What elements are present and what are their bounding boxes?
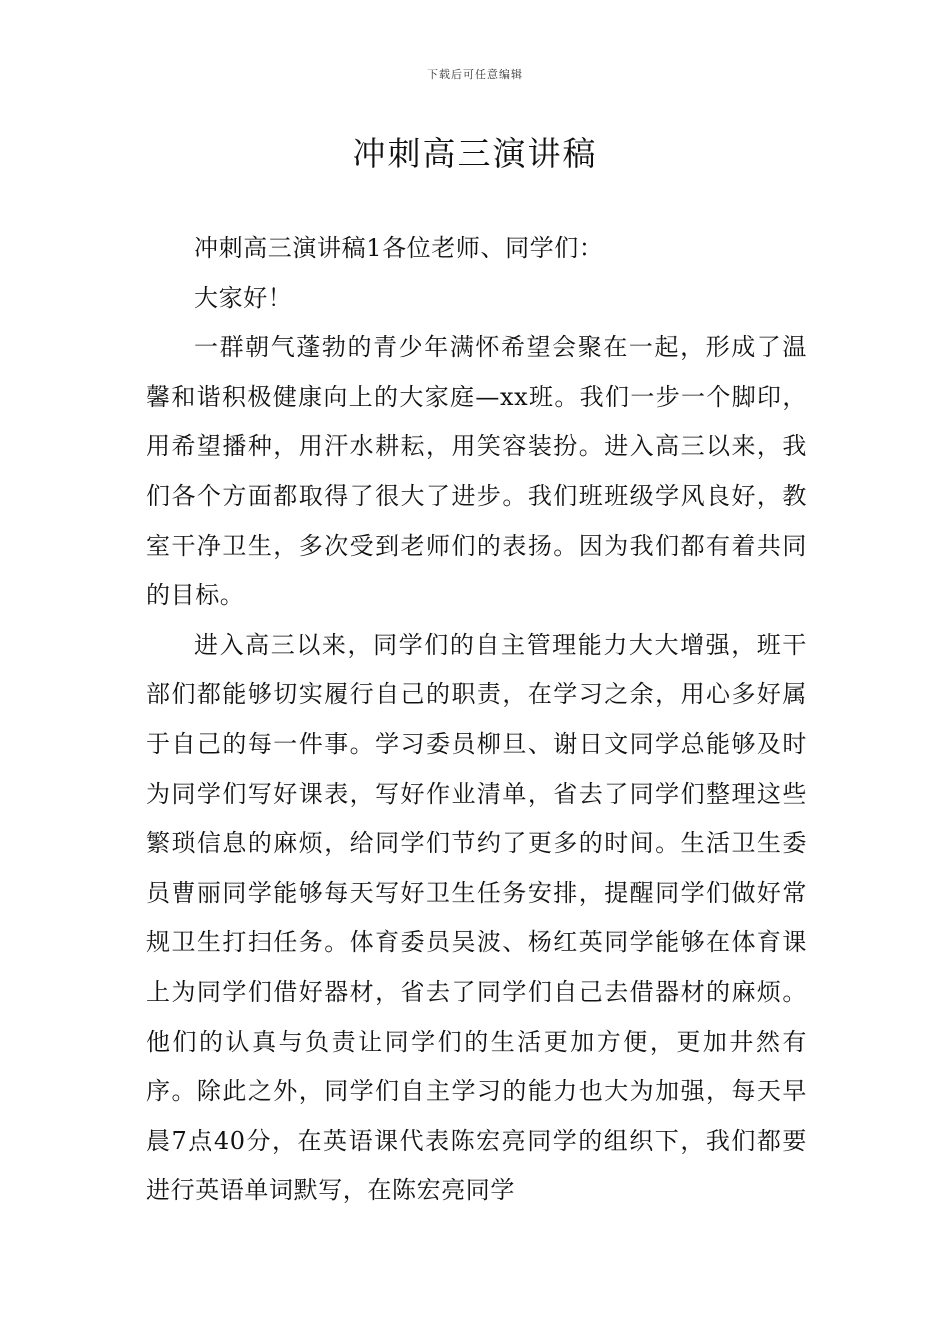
document-title: 冲刺高三演讲稿 (352, 134, 598, 173)
document-body (146, 224, 807, 1216)
paragraph-greeting-intro: 冲刺高三演讲稿1各位老师、同学们： (194, 234, 604, 262)
paragraph-self-management: 进入高三以来，同学们的自主管理能力大大增强，班干部们都能够切实履行自己的职责，在学习之余，用心多好属于自己的每一件事。学习委员柳旦、谢日文同学总能够及时为同学们写好课表，写好作业清单，省去了同学们整理这些繁琐信息的麻烦，给同学们节约了更多的时间。生活卫生委员曹丽同学能够每天写好卫生任务安排，提醒同学们做好常规卫生打扫任务。体育委员吴波、杨红英同学能够在体育课上为同学们借好器材，省去了同学们自己去借器材的麻烦。他们的认真与负责让同学们的生活更加方便，更加井然有序。除此之外，同学们自主学习的能力也大为加强，每天早晨7点40分，在英语课代表陈宏亮同学的组织下，我们都要进行英语单词默写，在陈宏亮同学 (146, 630, 807, 1205)
paragraph-class-intro: 一群朝气蓬勃的青少年满怀希望会聚在一起，形成了温馨和谐积极健康向上的大家庭—xx班。我们一步一个脚印，用希望播种，用汗水耕耘，用笑容装扮。进入高三以来，我们各个方面都取得了很大了进步。我们班班级学风良好，教室干净卫生，多次受到老师们的表扬。因为我们都有着共同的目标。 (146, 333, 807, 610)
page-header-note: 下载后可任意编辑 (427, 68, 523, 81)
paragraph-hello: 大家好！ (194, 283, 293, 312)
